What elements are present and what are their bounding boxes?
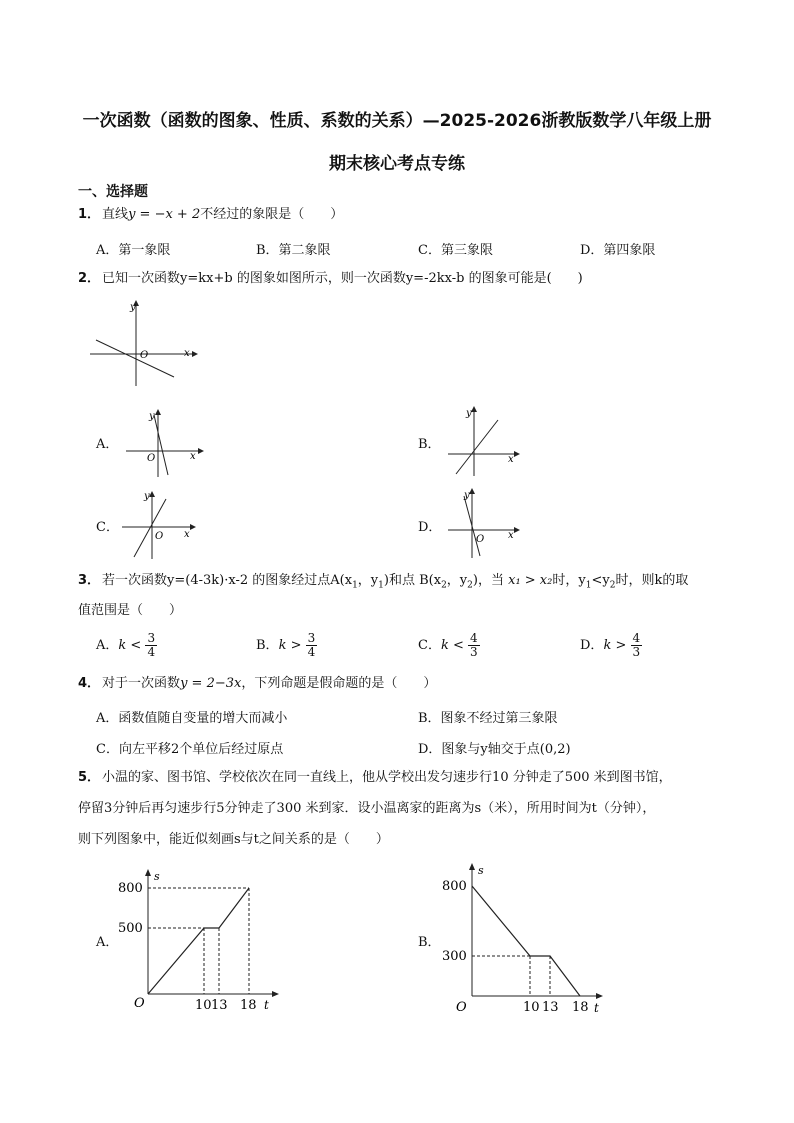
q4-option-a: A．函数值随自变量的增大而减小 (96, 711, 288, 726)
axis-x-label: x (184, 529, 190, 540)
question-number: 4． (78, 676, 101, 691)
q5-option-b-graph (438, 860, 610, 1016)
axis-x-label: x (190, 451, 196, 462)
origin-label: O (134, 996, 145, 1011)
math-condition: x₁ > x₂ (508, 573, 553, 588)
origin-label: O (147, 453, 156, 464)
axis-x-label: x (184, 348, 190, 359)
q1-option-a: A．第一象限 (96, 243, 171, 258)
axis-x-label: x (508, 530, 514, 541)
axis-y-label: y (130, 302, 136, 313)
question-4: 4． 对于一次函数y = 2−3x，下列命题是假命题的是（ ） (78, 676, 437, 691)
question-3: 3． 若一次函数y=(4-3k)·x-2 的图象经过点$A(x_1$，$y_1$)和点 $B(x_2$，$y_2$)，当 x₁ > x₂时，$y_1<y_2$时，则k的取 (78, 573, 689, 591)
question-1: 1． 直线y = −x + 2不经过的象限是（ ） (78, 207, 344, 222)
question-number: 2． (78, 271, 101, 286)
q2-option-d-graph (444, 486, 520, 560)
q2-option-b-label: B． (418, 437, 441, 452)
q3-option-c: C．k < $\frac{4}{3}$ (418, 631, 478, 659)
y-tick-500: 500 (118, 921, 143, 936)
q3-option-b: B．k > $\frac{3}{4}$ (256, 631, 316, 659)
question-number: 5． (78, 770, 101, 785)
axis-x-label: x (508, 454, 514, 465)
question-5-line2: 停留3分钟后再匀速步行5分钟走了300 米到家．设小温离家的距离为s（米），所用时间为t（分钟）， (78, 801, 656, 816)
math-expression: y = −x + 2 (128, 207, 201, 222)
q2-given-graph (88, 298, 198, 388)
section-heading: 一、选择题 (78, 184, 148, 200)
question-3-line2: 值范围是（ ） (78, 603, 183, 618)
axis-y-label: y (149, 411, 155, 422)
axis-s-label: s (478, 864, 484, 877)
q2-option-a-graph (122, 407, 204, 479)
question-5: 5． 小温的家、图书馆、学校依次在同一直线上，他从学校出发匀速步行10 分钟走了500 米到图书馆， (78, 770, 672, 785)
axis-y-label: y (144, 491, 150, 502)
axis-t-label: t (594, 1001, 599, 1015)
x-tick-10: 10 (195, 998, 212, 1013)
q3-option-a: A．k < $\frac{3}{4}$ (96, 631, 156, 659)
question-number: 3． (78, 573, 101, 588)
q5-option-a-label: A． (96, 935, 119, 950)
q2-option-a-label: A． (96, 437, 119, 452)
origin-label: O (476, 534, 485, 545)
q5-option-b-label: B． (418, 935, 441, 950)
axis-y-label: y (464, 490, 470, 501)
axis-s-label: s (154, 870, 160, 883)
question-number: 1． (78, 207, 101, 222)
q1-option-c: C．第三象限 (418, 243, 493, 258)
y-tick-800: 800 (442, 879, 467, 894)
origin-label: O (140, 350, 149, 361)
q2-option-c-label: C． (96, 520, 119, 535)
x-tick-13: 13 (211, 998, 228, 1013)
question-2: 2． 已知一次函数y=kx+b 的图象如图所示，则一次函数y=-2kx-b 的图象可能是( ) (78, 271, 583, 286)
question-5-line3: 则下列图象中，能近似刻画s与t之间关系的是（ ） (78, 832, 389, 847)
page-title: 一次函数（函数的图象、性质、系数的关系）—2025-2026浙教版数学八年级上册 (82, 111, 712, 131)
q4-option-b: B．图象不经过第三象限 (418, 711, 558, 726)
q4-option-d: D．图象与y轴交于点(0,2) (418, 742, 571, 757)
q5-option-a-graph (112, 864, 282, 1014)
q3-option-d: D．k > $\frac{4}{3}$ (580, 631, 641, 659)
math-expression: y = 2−3x (180, 676, 242, 691)
q4-option-c: C．向左平移2个单位后经过原点 (96, 742, 284, 757)
x-tick-18: 18 (240, 998, 257, 1013)
axis-t-label: t (264, 998, 269, 1012)
origin-label: O (155, 531, 164, 542)
x-tick-18: 18 (572, 1000, 589, 1015)
q1-option-b: B．第二象限 (256, 243, 331, 258)
q2-option-c-graph (118, 487, 198, 561)
page-subtitle: 期末核心考点专练 (329, 154, 465, 174)
q2-option-b-graph (444, 404, 520, 478)
origin-label: O (456, 1000, 467, 1015)
axis-y-label: y (466, 408, 472, 419)
q1-option-d: D．第四象限 (580, 243, 656, 258)
y-tick-800: 800 (118, 881, 143, 896)
q2-option-d-label: D． (418, 520, 442, 535)
x-tick-10: 10 (523, 1000, 540, 1015)
y-tick-300: 300 (442, 949, 467, 964)
x-tick-13: 13 (542, 1000, 559, 1015)
